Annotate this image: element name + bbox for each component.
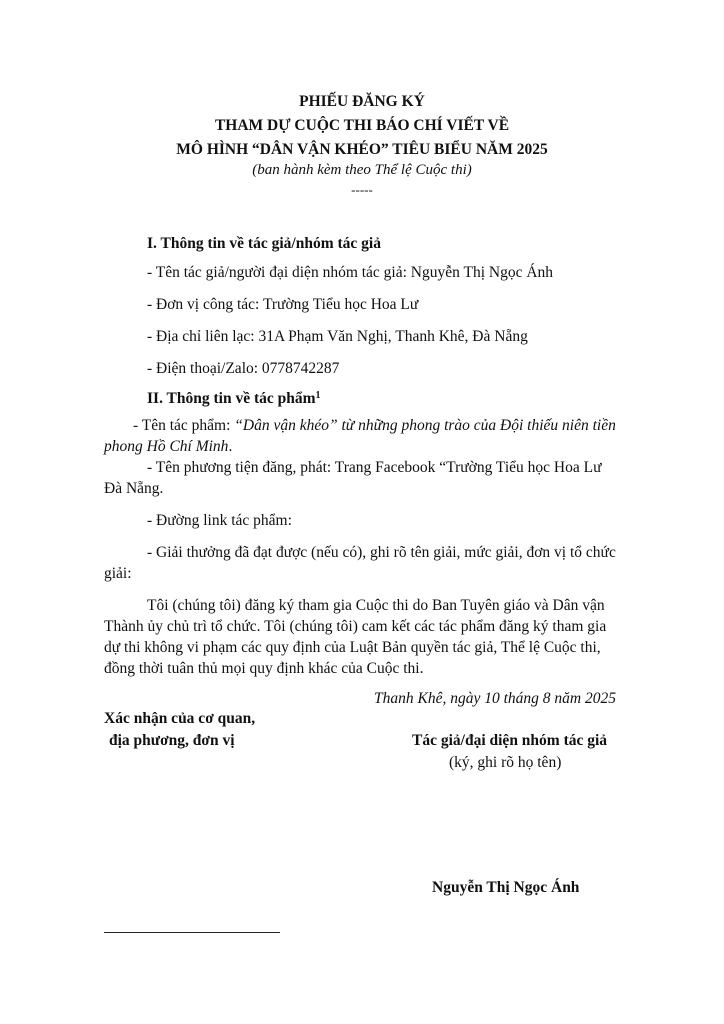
footnote-divider <box>104 932 280 933</box>
work-title-line1 <box>133 417 616 435</box>
section2-heading <box>147 390 321 408</box>
form-issuance-note: (ban hành kèm theo Thể lệ Cuộc thi) <box>252 162 472 178</box>
phone-line: - Điện thoại/Zalo: 0778742287 <box>147 360 340 377</box>
award-line2: giải: <box>104 565 132 582</box>
signature-instruction: (ký, ghi rõ họ tên) <box>449 754 562 771</box>
signer-name: Nguyễn Thị Ngọc Ánh <box>432 879 580 896</box>
link-line: - Đường link tác phẩm: <box>147 512 292 529</box>
section1-heading: I. Thông tin về tác giả/nhóm tác giả <box>147 235 381 252</box>
author-signature-title: Tác giả/đại diện nhóm tác giả <box>412 732 608 749</box>
media-line2: Đà Nẵng. <box>104 480 164 497</box>
form-subtitle-line1: THAM DỰ CUỘC THI BÁO CHÍ VIẾT VỀ <box>214 117 510 134</box>
commitment-line4: đồng thời tuân thủ mọi quy định khác của Cuộc thi. <box>104 660 424 677</box>
address-line: - Địa chỉ liên lạc: 31A Phạm Văn Nghị, Thanh Khê, Đà Nẵng <box>147 328 528 345</box>
award-line1: - Giải thưởng đã đạt được (nếu có), ghi rõ tên giải, mức giải, đơn vị tổ chức <box>147 544 616 561</box>
form-title: PHIẾU ĐĂNG KÝ <box>299 93 425 110</box>
confirmation-label-line1: Xác nhận của cơ quan, <box>104 710 256 727</box>
section2-heading-text: II. Thông tin về tác phẩm <box>147 390 316 407</box>
work-title-period: . <box>228 438 233 455</box>
commitment-line1: Tôi (chúng tôi) đăng ký tham gia Cuộc thi do Ban Tuyên giáo và Dân vận <box>147 597 605 614</box>
media-line1: - Tên phương tiện đăng, phát: Trang Facebook “Trường Tiểu học Hoa Lư <box>147 459 602 476</box>
place-date-line: Thanh Khê, ngày 10 tháng 8 năm 2025 <box>374 690 616 707</box>
work-unit-line: - Đơn vị công tác: Trường Tiểu học Hoa Lư <box>147 296 419 313</box>
work-title-text: “Dân vận khéo” từ những phong trào của Đội thiếu niên tiền <box>234 417 616 434</box>
commitment-line2: Thành ủy chủ trì tổ chức. Tôi (chúng tôi) cam kết các tác phẩm đăng ký tham gia <box>104 618 607 635</box>
form-subtitle-line2: MÔ HÌNH “DÂN VẬN KHÉO” TIÊU BIỂU NĂM 2025 <box>176 141 548 158</box>
confirmation-label-line2: địa phương, đơn vị <box>109 732 235 749</box>
header-separator: ----- <box>351 182 373 197</box>
work-title-text-cont: phong Hồ Chí Minh <box>104 438 229 455</box>
footnote-marker: 1 <box>315 390 321 401</box>
commitment-line3: dự thi không vi phạm các quy định của Luật Bản quyền tác giả, Thể lệ Cuộc thi, <box>104 639 601 656</box>
author-name-line: - Tên tác giả/người đại diện nhóm tác giả: Nguyễn Thị Ngọc Ánh <box>147 264 554 281</box>
work-title-line2 <box>104 438 232 456</box>
work-title-label: - Tên tác phẩm: <box>133 417 235 434</box>
